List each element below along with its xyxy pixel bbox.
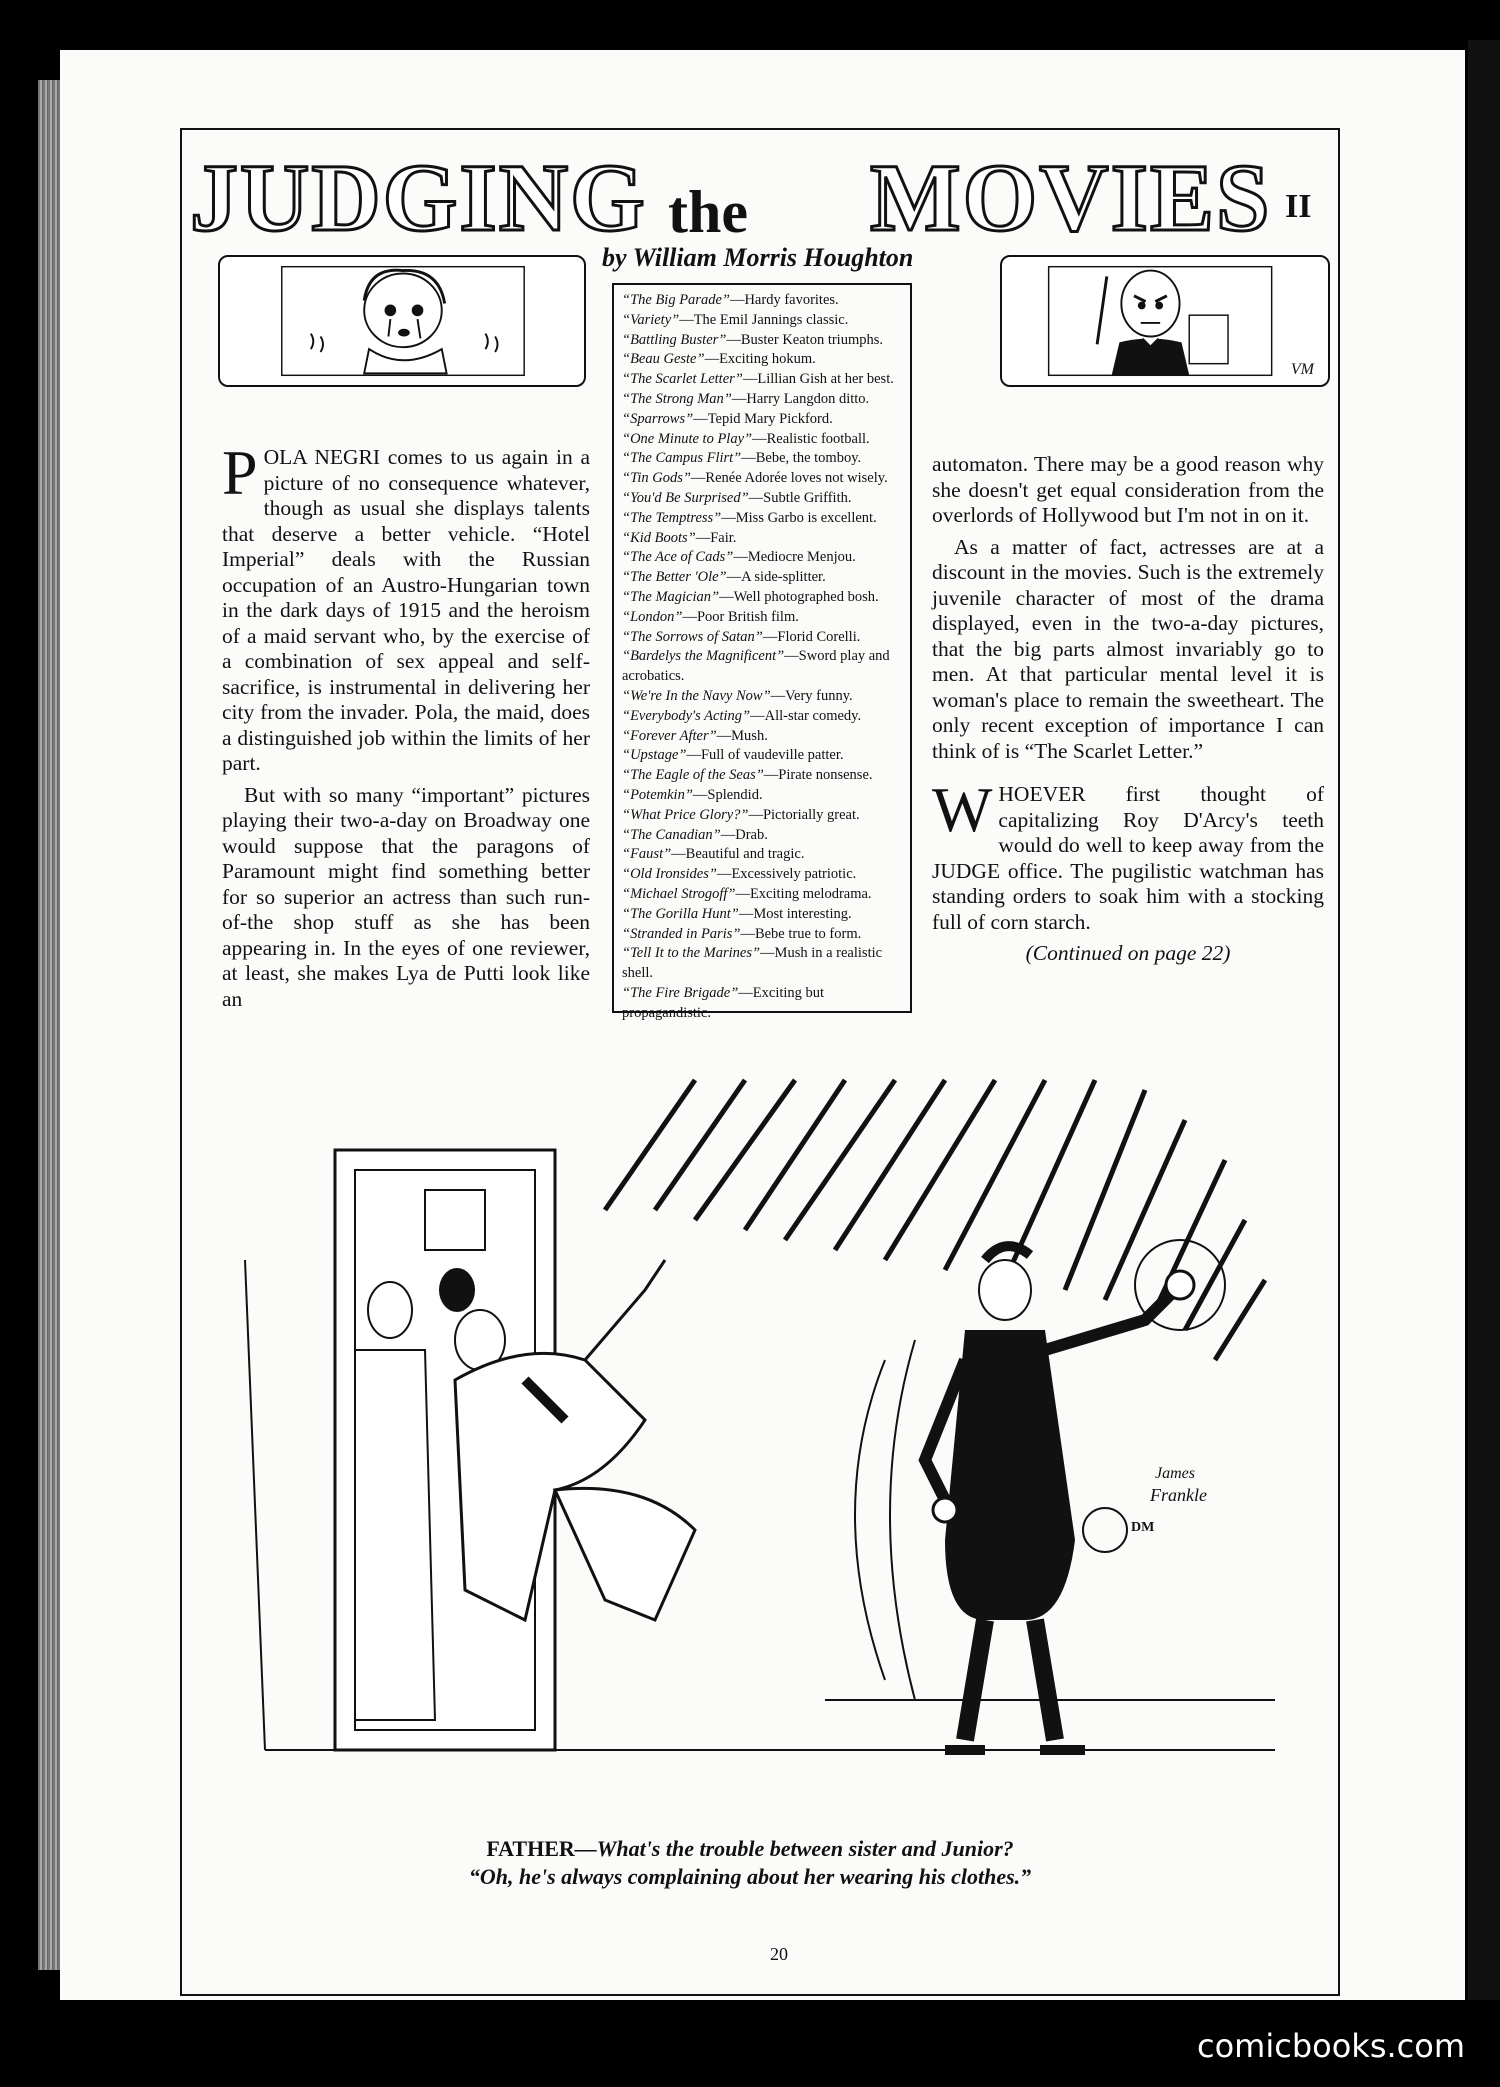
film-review: —Splendid.: [692, 786, 763, 803]
film-title: “The Better 'Ole”: [622, 569, 727, 586]
film-rating-item: [622, 430, 902, 450]
film-review: —Bebe, the tomboy.: [741, 450, 862, 467]
film-review: —Hardy favorites.: [729, 292, 839, 308]
film-review: —Sword play and acrobatics.: [622, 648, 890, 685]
book-spine-shadow: [1468, 40, 1500, 2000]
film-review: —Most interesting.: [738, 905, 852, 922]
dropcap-w: W: [932, 774, 993, 845]
film-rating-item: [622, 331, 902, 351]
film-review: —Pirate nonsense.: [763, 767, 873, 784]
film-title: “Tin Gods”: [622, 470, 691, 487]
cartoon-initials: VM: [1290, 361, 1314, 378]
film-rating-item: [622, 766, 902, 786]
film-title: “Forever After”: [622, 727, 717, 744]
film-review: —Exciting hokum.: [704, 351, 816, 368]
film-review: —Florid Corelli.: [762, 628, 861, 645]
film-title: “The Ace of Cads”: [622, 549, 734, 566]
lead-smallcaps: OLA NEGRI: [263, 445, 381, 469]
cartoon-critic-with-pen: [1000, 255, 1330, 387]
film-review: —Harry Langdon ditto.: [731, 390, 870, 407]
film-review: —Drab.: [720, 826, 768, 843]
film-review: —Full of vaudeville patter.: [686, 747, 844, 764]
illustration-caption: [300, 1835, 1200, 1891]
film-rating-item: [622, 529, 902, 549]
film-rating-item: [622, 449, 902, 469]
cartoon-crying-woman: [218, 255, 586, 387]
film-title: “One Minute to Play”: [622, 430, 753, 447]
film-review: —Excessively patriotic.: [716, 866, 857, 883]
paragraph-3-text: first thought of capitalizing Roy D'Arcy's teeth would do well to keep away from the: [998, 782, 1324, 857]
film-review: —Lillian Gish at her best.: [742, 371, 894, 388]
column-left: [222, 437, 590, 1018]
boxing-siblings-drawing: [225, 1060, 1305, 1820]
paragraph-paramount: But with so many “important” pictures playing their two-a-day on Broadway one would suppose that the paragons of Paramount might find something better for so superior an actress than such run-of-the shop stuff as she has been appearing in. In the eyes of one reviewer, at least, she makes Lya de Putti look like an: [222, 782, 590, 1011]
film-title: “Everybody's Acting”: [622, 707, 751, 724]
film-rating-item: [622, 925, 902, 945]
film-title: “The Scarlet Letter”: [622, 371, 743, 388]
headline-judging: JUDGING: [190, 144, 647, 251]
headline-movies: MOVIES: [870, 144, 1272, 251]
film-review: —Buster Keaton triumphs.: [726, 331, 884, 348]
caption-speaker: FATHER: [486, 1836, 575, 1861]
artist-signature-line1: James: [1155, 1465, 1195, 1482]
dropcap-p: P: [222, 437, 258, 508]
film-rating-item: [622, 350, 902, 370]
film-review: —Mediocre Menjou.: [733, 549, 856, 566]
film-review: —Very funny.: [770, 687, 853, 704]
film-review: —Subtle Griffith.: [748, 489, 852, 506]
paragraph-automaton: automaton. There may be a good reason why she doesn't get equal consideration from the overlords of Hollywood but I'm not in on it.: [932, 452, 1324, 527]
byline: by William Morris Houghton: [602, 243, 914, 272]
film-title: “The Gorilla Hunt”: [622, 905, 739, 922]
film-review: —Mush.: [716, 727, 768, 744]
film-rating-item: [622, 311, 902, 331]
film-review: —Renée Adorée loves not wisely.: [690, 470, 888, 487]
film-title: “The Sorrows of Satan”: [622, 628, 763, 645]
paragraph-pola-negri: [222, 437, 590, 777]
film-review: —Miss Garbo is excellent.: [721, 509, 877, 526]
film-title: “Stranded in Paris”: [622, 925, 741, 942]
film-review: —Exciting but propagandistic.: [622, 984, 825, 1021]
film-rating-item: [622, 628, 902, 648]
film-rating-item: [622, 984, 902, 1024]
film-rating-item: [622, 944, 902, 984]
film-title: “Old Ironsides”: [622, 866, 717, 883]
film-ratings-box: [612, 283, 912, 1021]
film-title: “The Eagle of the Seas”: [622, 767, 764, 784]
film-rating-item: [622, 390, 902, 410]
film-rating-item: [622, 410, 902, 430]
film-review: —Pictorially great.: [748, 806, 860, 823]
film-title: “What Price Glory?”: [622, 806, 749, 823]
film-rating-item: [622, 568, 902, 588]
film-rating-item: [622, 885, 902, 905]
film-title: “The Strong Man”: [622, 390, 732, 407]
film-rating-item: [622, 647, 902, 687]
film-title: “Bardelys the Magnificent”: [622, 648, 785, 665]
film-review: —Fair.: [695, 529, 737, 546]
film-title: “Faust”: [622, 846, 672, 863]
film-rating-item: [622, 370, 902, 390]
film-title: “We're In the Navy Now”: [622, 687, 771, 704]
film-title: “Potemkin”: [622, 786, 693, 803]
caption-question: —What's the trouble between sister and Junior?: [574, 1836, 1014, 1861]
film-review: —A side-splitter.: [726, 569, 826, 586]
judge-smallcaps: JUDGE: [932, 858, 1001, 883]
film-rating-item: [622, 687, 902, 707]
headline: [190, 140, 1330, 260]
artist-signature-line2: Frankle: [1150, 1485, 1207, 1505]
film-title: “The Big Parade”: [622, 292, 730, 308]
artist-initials: DM: [1131, 1520, 1155, 1535]
film-rating-item: [622, 588, 902, 608]
film-title: “Michael Strogoff”: [622, 885, 736, 902]
lead2-smallcaps: HOEVER: [998, 782, 1086, 806]
paragraph-3-end: office. The pugilistic watchman has standing orders to soak him with a stocking full of corn starch.: [932, 858, 1324, 934]
film-rating-item: [622, 826, 902, 846]
paragraph-roy-darcy: [932, 774, 1324, 935]
film-rating-item: [622, 865, 902, 885]
film-title: “The Campus Flirt”: [622, 450, 742, 467]
film-review: —All-star comedy.: [750, 707, 862, 724]
film-title: “Kid Boots”: [622, 529, 696, 546]
headline-numeral: II: [1285, 188, 1312, 225]
critic-drawing: [1002, 257, 1328, 385]
film-rating-item: [622, 806, 902, 826]
film-rating-item: [622, 469, 902, 489]
film-rating-item: [622, 608, 902, 628]
film-title: “Tell It to the Marines”: [622, 945, 761, 962]
film-rating-item: [622, 509, 902, 529]
continued-note: (Continued on page 22): [1025, 941, 1231, 965]
paragraph-1-text: comes to us again in a picture of no consequence whatever, though as usual she displays talents that deserve a better vehicle. “Hotel Imperial” deals with the Russian occupation of an Austro-Hungarian town in the dark days of 1915 and the heroism of a maid servant who, by the exercise of a combination of sex appeal and self-sacrifice, is instrumental in delivering her city from the invader. Pola, the maid, does a distinguished job within the limits of her part.: [222, 445, 590, 775]
film-title: “The Fire Brigade”: [622, 984, 739, 1001]
crying-woman-drawing: [220, 257, 584, 385]
film-title: “London”: [622, 608, 683, 625]
film-review: —Mush in a realistic shell.: [622, 945, 883, 982]
film-review: —Realistic football.: [752, 430, 870, 447]
headline-the: the: [668, 179, 748, 245]
film-title: “Beau Geste”: [622, 351, 705, 368]
film-title: “The Temptress”: [622, 509, 722, 526]
film-rating-item: [622, 291, 902, 311]
film-title: “Sparrows”: [622, 410, 694, 427]
watermark: comicbooks.com: [1197, 2027, 1466, 2065]
page-number: 20: [770, 1944, 788, 1964]
caption-line-2: [300, 1863, 1200, 1891]
film-title: “The Canadian”: [622, 826, 721, 843]
film-rating-item: [622, 727, 902, 747]
main-illustration: [225, 1060, 1305, 1820]
film-rating-item: [622, 746, 902, 766]
film-title: “You'd Be Surprised”: [622, 489, 749, 506]
film-title: “Battling Buster”: [622, 331, 727, 348]
hatching-lines: [605, 1080, 1265, 1360]
caption-line-1: [300, 1835, 1200, 1863]
film-title: “Upstage”: [622, 747, 687, 764]
film-title: “The Magician”: [622, 588, 720, 605]
film-review: —Beautiful and tragic.: [671, 846, 805, 863]
film-rating-item: [622, 489, 902, 509]
film-review: —Well photographed bosh.: [719, 588, 879, 605]
film-rating-item: [622, 707, 902, 727]
film-review: —Tepid Mary Pickford.: [693, 410, 833, 427]
caption-answer: “Oh, he's always complaining about her wearing his clothes.”: [468, 1864, 1032, 1889]
paragraph-actresses: As a matter of fact, actresses are at a discount in the movies. Such is the extremely juvenile character of most of the drama displayed, even in the two-a-day pictures, that the big parts almost invariably go to men. At that particular mental level it is woman's place to remain the sweetheart. The only recent exception of importance I can think of is “The Scarlet Letter.”: [932, 534, 1324, 763]
film-rating-item: [622, 548, 902, 568]
film-rating-item: [622, 845, 902, 865]
film-rating-item: [622, 786, 902, 806]
film-review: —Poor British film.: [682, 608, 799, 625]
column-right: [932, 452, 1324, 973]
film-review: —Bebe true to form.: [740, 925, 862, 942]
film-review: —The Emil Jannings classic.: [679, 311, 849, 328]
film-review: —Exciting melodrama.: [735, 885, 872, 902]
film-rating-item: [622, 905, 902, 925]
film-title: “Variety”: [622, 311, 680, 328]
